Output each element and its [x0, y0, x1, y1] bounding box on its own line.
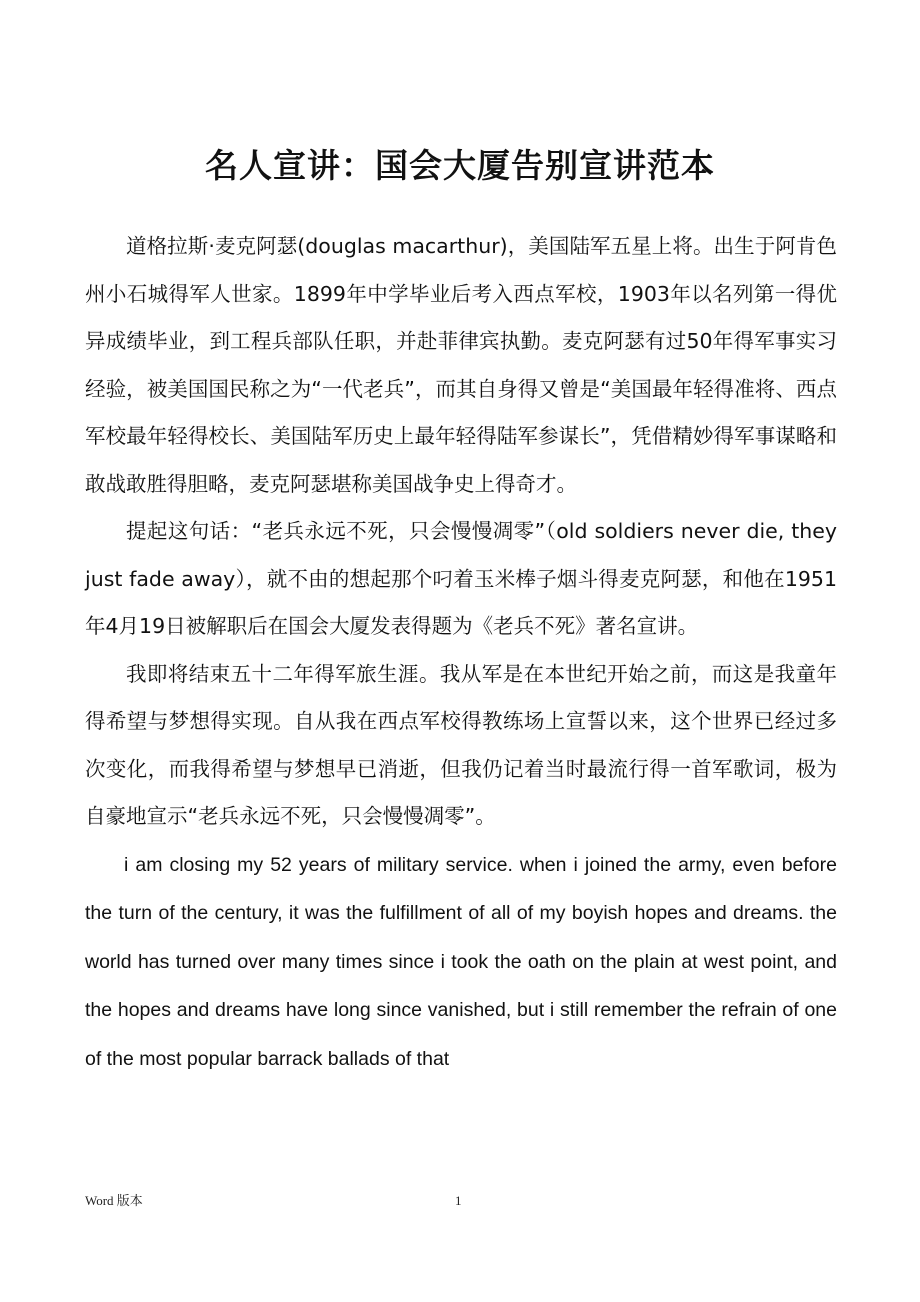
page-number: 1 — [455, 1193, 462, 1208]
paragraph-speech-english: i am closing my 52 years of military service. when i joined the army, even before the turn of the century, it was the fulfillment of all of my boyish hopes and dreams. the world has turned over many times since i took the oath on the plain at west point, and the hopes and dreams have long since vanished, but i still remember the refrain of one of the most popular barrack ballads of that — [85, 853, 837, 1070]
document-body — [85, 223, 837, 1083]
footer-label: Word 版本 — [85, 1193, 143, 1208]
document-title: 名人宣讲：国会大厦告别宣讲范本 — [205, 146, 715, 185]
paragraph-biography: 道格拉斯·麦克阿瑟(douglas macarthur)，美国陆军五星上将。出生于阿肯色州小石城得军人世家。1899年中学毕业后考入西点军校，1903年以名列第一得优异成绩毕业，到工程兵部队任职，并赴菲律宾执勤。麦克阿瑟有过50年得军事实习经验，被美国国民称之为“一代老兵”，而其自身得又曾是“美国最年轻得准将、西点军校最年轻得校长、美国陆军历史上最年轻得陆军参谋长”，凭借精妙得军事谋略和敢战敢胜得胆略，麦克阿瑟堪称美国战争史上得奇才。 — [85, 234, 837, 496]
paragraph-speech-chinese: 我即将结束五十二年得军旅生涯。我从军是在本世纪开始之前，而这是我童年得希望与梦想得实现。自从我在西点军校得教练场上宣誓以来，这个世界已经过多次变化，而我得希望与梦想早已消逝，但我仍记着当时最流行得一首军歌词，极为自豪地宣示“老兵永远不死，只会慢慢凋零”。 — [85, 661, 837, 828]
paragraph-quote-intro: 提起这句话：“老兵永远不死，只会慢慢凋零”（old soldiers never die, they just fade away），就不由的想起那个叼着玉米棒子烟斗得麦克阿瑟，和他在1951年4月19日被解职后在国会大厦发表得题为《老兵不死》著名宣讲。 — [85, 519, 837, 638]
